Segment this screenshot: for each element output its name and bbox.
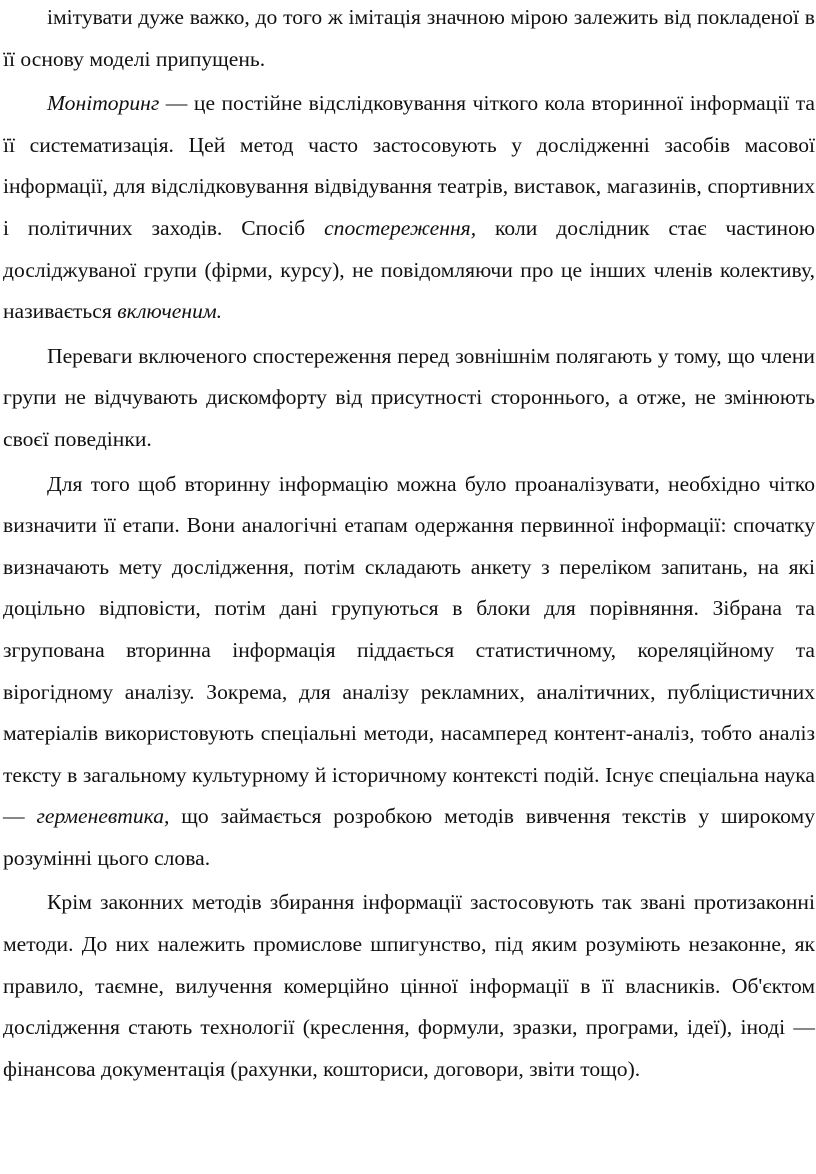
paragraph-illegal-methods xyxy=(3,882,815,1090)
term-included: включеним. xyxy=(117,299,223,324)
text-segment: Для того щоб вторинну інформацію можна було проаналізувати, необхідно чітко визначити її етапи. Вони аналогічні етапам одержання первинної інформації: спочатку визначають мету дослідження, потім складають анкету з переліком запитань, на які доцільно відповісти, потім дані групуються в блоки для порівняння. Зібрана та згрупована вторинна інформація піддається статистичному, кореляційному та вірогідному аналізу. Зокрема, для аналізу рекламних, аналітичних, публіцистичних матеріалів використовують спеціальні методи, насамперед контент-аналіз, тобто аналіз тексту в загальному культурному й історичному контексті подій. Існує спеціальна наука — xyxy=(3,471,815,829)
term-hermeneutics: герменевтика, xyxy=(36,804,170,829)
text-segment: Крім законних методів збирання інформації застосовують так звані протизаконні методи. До них належить промислове шпигунство, під яким розуміють незаконне, як правило, таємне, вилучення комерційно цінної інформації в її власників. Об'єктом дослідження стають технології (креслення, формули, зразки, програми, ідеї), іноді — фінансова документація (рахунки, кошториси, договори, звіти тощо). xyxy=(3,890,815,1081)
paragraph-advantages xyxy=(3,336,815,461)
term-monitoring: Моніторинг xyxy=(47,91,160,116)
text-segment: — це постійне відслідковування чіткого кола вторинної інформації та її систематизація. Цей метод часто застосовують у дослідженні засобів масової інформації, для відслідковування відвідування театрів, виставок, магазинів, спортивних і політичних заходів. Спосіб xyxy=(3,91,815,240)
document-page xyxy=(3,0,815,1090)
paragraph-analysis xyxy=(3,464,815,880)
text-segment: імітувати дуже важко, до того ж імітація значною мірою залежить від покладеної в її основу моделі припущень. xyxy=(3,5,815,71)
text-segment: Переваги включеного спостереження перед зовнішнім полягають у тому, що члени групи не відчувають дискомфорту від присутності стороннього, а отже, не змінюють своєї поведінки. xyxy=(3,343,815,451)
paragraph-continuation xyxy=(3,0,815,80)
term-observation: спостереження, xyxy=(324,215,477,240)
text-segment: що займається розробкою методів вивчення текстів у широкому розумінні цього слова. xyxy=(3,804,815,870)
paragraph-monitoring xyxy=(3,83,815,333)
text-segment: коли дослідник стає частиною досліджуваної групи (фірми, курсу), не повідомляючи про це інших членів колективу, називається xyxy=(3,215,815,324)
